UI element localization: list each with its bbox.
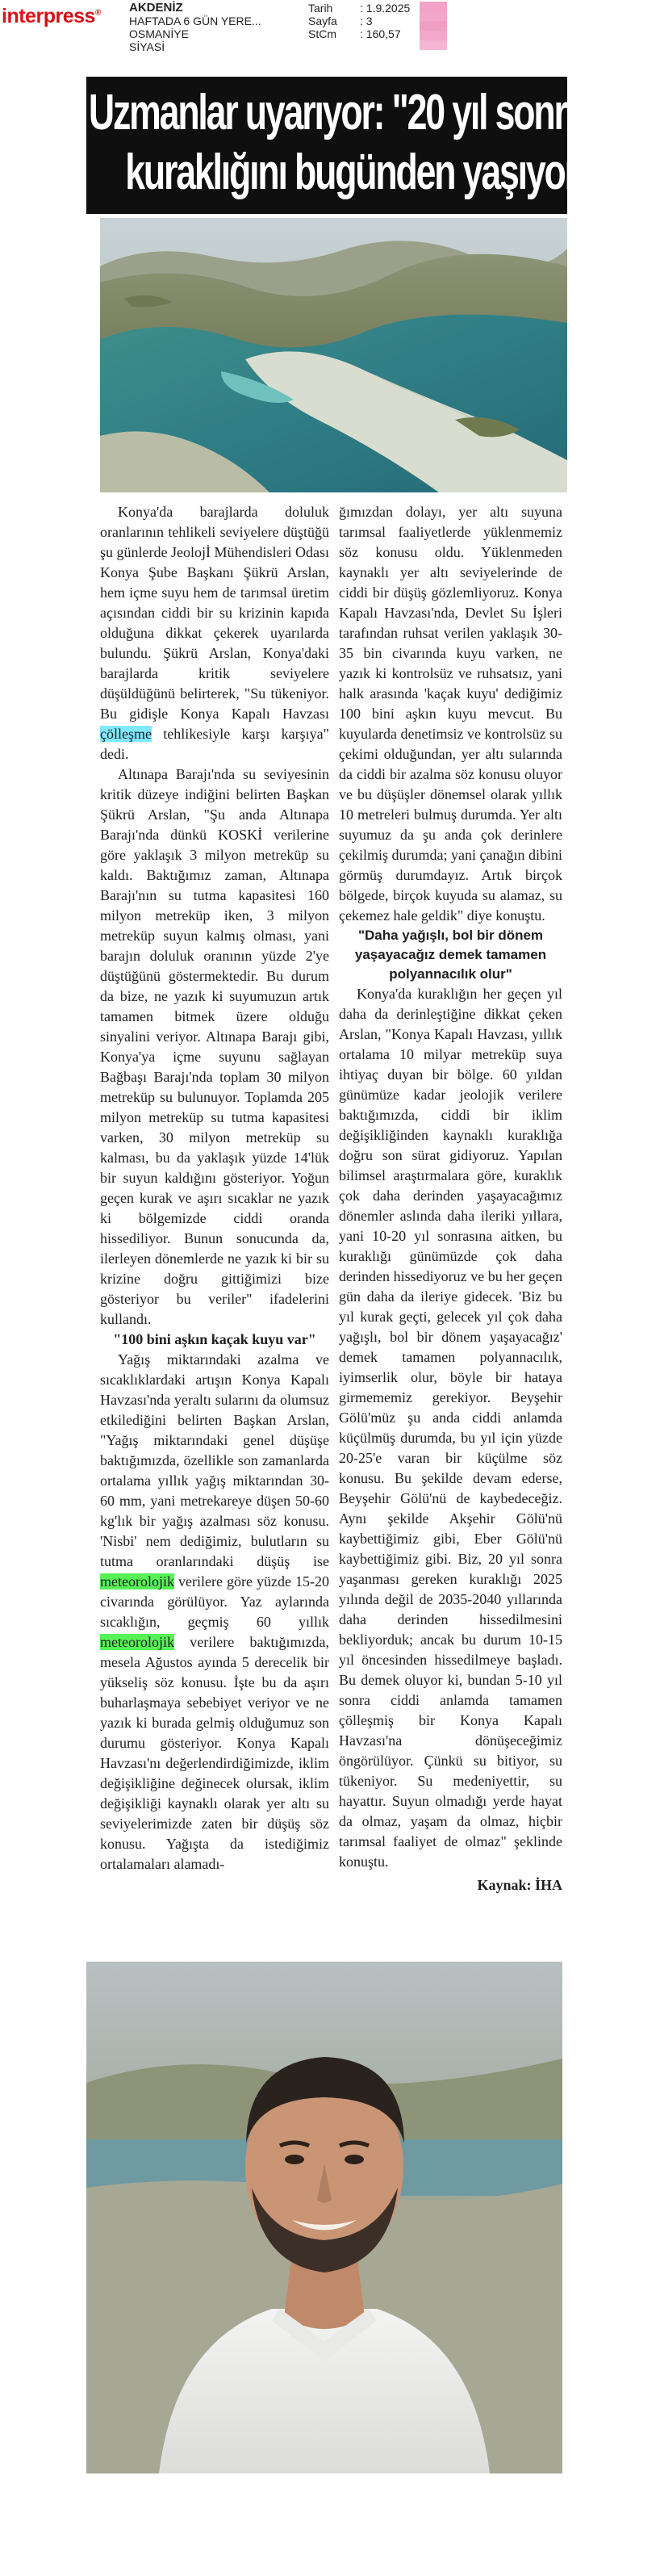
- publication-frequency: HAFTADA 6 GÜN YERE...: [129, 15, 261, 27]
- subheading: "Daha yağışlı, bol bir dönem yaşayacağız demek tamamen polyannacılık olur": [354, 928, 547, 982]
- paragraph: Yağış miktarındaki azalma ve sıcaklıklardaki artışın Konya Kapalı Havzası'nda yeraltı sularını da olumsuz etkilediğini belirten Başkan Arslan, "Yağış miktarındaki genel düşüşe baktığımızda, özellikle son zamanlarda ortalama yıllık yağış miktarından 30-60 mm, yani metrekareye düşen 50-60 kg'lık bir yağış azalması söz konusu. 'Nisbi' nem dediğimiz, bulutların su tutma oranlarındaki düşüş ise meteorolojik verilere göre yüzde 15-20 civarında görülüyor. Yaz aylarında sıcaklığın, geçmiş 60 yıllık meteorolojik verilere baktığımızda, mesela Ağustos ayında 5 derecelik bir yükseliş söz konusu. İşte bu da aşırı buharlaşmaya sebebiyet veriyor ve ne yazık ki burada gelmiş olduğumuz son durumu gösteriyor. Konya Kapalı Havzası'nı değerlendirdiğimizde, iklim değişikliğine değinecek olursak, iklim değişikliği kaynaklı olarak yer altı su seviyelerimizde zaten bir düşüş söz konusu. Yağışta da istediğimiz ortalamaları alamadı-: [100, 1351, 329, 1872]
- article-column-1: [100, 502, 329, 1874]
- article-column-2: [339, 502, 562, 1895]
- paragraph: Konya'da barajlarda doluluk oranlarının tehlikeli seviyelere düştüğü şu günlerde Jeolojİ Mühendisleri Odası Konya Şube Başkanı Şükrü Arslan, hem içme suyu hem de tarımsal üretim açısından ciddi bir su krizinin kapıda olduğuna dikkat çekerek uyarılarda bulundu. Şükrü Arslan, Konya'daki barajlarda kritik seviyelere düşüldüğünü belirterek, "Su tükeniyor. Bu gidişle Konya Kapalı Havzası çölleşme tehlikesiyle karşı karşıya" dedi.: [100, 504, 329, 762]
- headline-line-1: Uzmanlar uyarıyor: "20 yıl sonrasının: [88, 85, 660, 140]
- color-swatch: [420, 2, 447, 11]
- publication-city: OSMANİYE: [129, 27, 189, 40]
- color-swatch: [420, 21, 447, 31]
- color-swatch: [420, 40, 447, 50]
- article-byline: Kaynak: İHA: [477, 1877, 562, 1893]
- meta-row-stcm: StCm : 160,57: [308, 27, 401, 40]
- subheading: "100 bini aşkın kaçak kuyu var": [113, 1331, 316, 1347]
- meta-row-date: Tarih : 1.9.2025: [308, 2, 411, 15]
- interpress-logo: interpress®: [2, 5, 101, 27]
- headline-band: [86, 77, 660, 214]
- portrait-photo: [86, 1962, 562, 2473]
- publication-name: AKDENİZ: [129, 1, 183, 15]
- color-swatch: [420, 11, 447, 21]
- highlighted-keyword: meteorolojik: [100, 1634, 174, 1650]
- highlighted-keyword: çölleşme: [100, 726, 152, 742]
- paragraph: ğımızdan dolayı, yer altı suyuna tarımsal faaliyetlerde yüklenmemiz söz konusu oldu. Yüklenmeden kaynaklı yer altı seviyelerinde de ciddi bir düşüş gözlemliyoruz. Konya Kapalı Havzası'nda, Devlet Su İşleri tarafından ruhsat verilen yaklaşık 30-35 bin civarında kuyu varken, ne yazık ki kontrolsüz ve ruhsatsız, yani halk arasında 'kaçak kuyu' dediğimiz 100 bini aşkın kuyu mevcut. Bu kuyularda denetimsiz ve kontrolsüz su çekimi olduğundan, yer altı sularında da ciddi bir azalma söz konusu oluyor ve bu düşüşler dönemsel olarak yıllık 10 metreleri bulmuş durumda. Yer altı suyumuz da şu anda çok derinlere çekilmiş durumda; yani çanağın dibini görmüş durumdayız. Artık birçok bölgede, birçok kuyuda su alamaz, su çekemez hale geldik" diye konuştu.: [339, 504, 562, 924]
- headline-line-2: kuraklığını bugünden yaşıyoruz": [125, 145, 629, 200]
- clipping-header: [0, 0, 567, 57]
- article-headline: [86, 77, 660, 203]
- meta-row-page: Sayfa : 3: [308, 15, 373, 27]
- color-swatch: [420, 31, 447, 40]
- reservoir-photo: [100, 218, 567, 492]
- publication-category: SİYASİ: [129, 40, 165, 53]
- paragraph: Konya'da kuraklığın her geçen yıl daha da derinleştiğine dikkat çeken Arslan, "Konya Kapalı Havzası, yıllık ortalama 10 milyar metreküp suya ihtiyaç duyan bir bölge. 60 yıldan günümüze kadar jeolojik verilere baktığımızda, ciddi bir iklim değişikliğinden kaynaklı kuraklığa doğru son sürat gidiyoruz. Yapılan bilimsel araştırmalara göre, kuraklık çok daha derinden yaşayacağımız dönemler aslında daha ileriki yıllara, yani 10-20 yıl sonrasına aitken, bu kuraklığı günümüzde çok daha derinden hissediyoruz ve bu her geçen gün daha da ileriye gidecek. 'Biz bu yıl kurak geçti, gelecek yıl çok daha yağışlı, bol bir dönem yaşayacağız' demek tamamen polyannacılık, iyimserlik olur, böyle bir hataya girmememiz gerekiyor. Beyşehir Gölü'müz şu anda ciddi anlamda küçülmüş durumda, bu yıl için yüzde 20-25'e varan bir küçülme söz konusu. Bu şekilde devam ederse, Beyşehir Gölü'nü de kaybedeceğiz. Aynı şekilde Akşehir Gölü'nü kaybettiğimiz gibi, Eber Gölü'nü kaybettiğimiz gibi. Biz, 20 yıl sonra yaşanması gereken kuraklığı 2025 yılında değil de 2035-2040 yıllarında daha derinden hissedilmesini bekliyorduk; ancak bu durum 10-15 yıl öncesinden hissedilmeye başladı. Bu demek oluyor ki, bundan 5-10 yıl sonra ciddi anlamda tamamen çölleşmiş bir Konya Kapalı Havzası'na dönüşeceğimiz öngörülüyor. Çünkü su bitiyor, su tükeniyor. Su medeniyettir, su hayattır. Suyun olmadığı yerde hayat da olmaz, yaşam da olmaz, hiçbir tarımsal faaliyet de olmaz" şeklinde konuştu.: [339, 986, 562, 1870]
- highlighted-keyword: meteorolojik: [100, 1573, 174, 1590]
- publication-info: [129, 2, 261, 53]
- paragraph: Altınapa Barajı'nda su seviyesinin kritik düzeye indiğini belirten Başkan Şükrü Arslan, "Şu anda Altınapa Barajı'nda dünkü KOSKİ verilerine göre yaklaşık 3 milyon metreküp su kaldı. Baktığımız zaman, Altınapa Barajı'nın su tutma kapasitesi 160 milyon metreküp iken, 3 milyon metreküp suyun kalmış olması, yani barajın doluluk oranının yüzde 2'ye düştüğünü göstermektedir. Bu durum da bize, ne yazık ki suyumuzun artık tamamen bitmek üzere olduğu sinyalini veriyor. Altınapa Barajı gibi, Konya'ya içme suyunu sağlayan Bağbaşı Barajı'nda toplam 30 milyon metreküp su bulunuyor. Toplamda 205 milyon metreküp su tutma kapasitesi varken, 30 milyon metreküp su kalması, bu da yaklaşık yüzde 14'lük bir suyun kaldığını gösteriyor. Yoğun geçen kurak ve aşırı sıcaklar ne yazık ki bölgemizde ciddi oranda hissediliyor. Bunun sonucunda da, ilerleyen dönemlerde ne yazık ki bir su krizine doğru gittiğimizi bize gösteriyor bu veriler" ifadelerini kullandı.: [100, 766, 329, 1327]
- clipping-meta: [308, 2, 416, 40]
- color-swatch-strip: [420, 2, 447, 50]
